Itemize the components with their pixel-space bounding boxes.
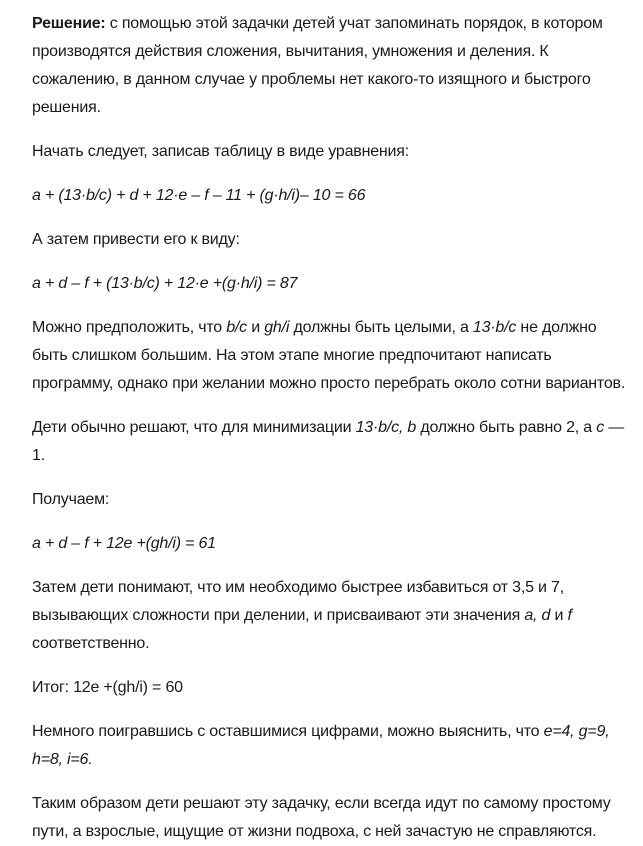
intro-paragraph: Начать следует, записав таблицу в виде уравнения:	[32, 143, 409, 160]
math-run: a, d	[524, 607, 551, 624]
math-run: f	[567, 607, 572, 624]
math-run: e=4, g=9, h=8, i=6.	[32, 723, 610, 768]
text-run: Можно предположить, что	[32, 319, 227, 336]
text-run: должно быть равно 2, а	[416, 419, 597, 436]
assign-paragraph	[32, 574, 629, 658]
equation-1	[32, 182, 629, 210]
conclusion-paragraph: Таким образом дети решают эту задачку, если всегда идут по самому простому пути, а взрослые, ищущие от жизни подвоха, с ней зачастую не справляются.	[32, 795, 611, 840]
solution-text: с помощью этой задачки детей учат запоминать порядок, в котором производятся действия сложения, вычитания, умножения и деления. К сожалению, в данном случае у проблемы нет какого-то изящного и быстрого решения.	[32, 15, 603, 116]
transform-paragraph: А затем привести его к виду:	[32, 231, 240, 248]
math-run: b/c	[226, 319, 247, 336]
text-run: не должно быть слишком большим. На этом этапе многие предпочитают написать программу, однако при желании можно просто перебрать около сотни вариантов.	[32, 319, 626, 392]
equation-2-text: a + d – f + (13·b/c) + 12·e +(g·h/i) = 87	[32, 275, 298, 292]
equation-3	[32, 530, 629, 558]
text-run: Немного поигравшись с оставшимися цифрами, можно выяснить, что	[32, 723, 544, 740]
result-label-paragraph: Получаем:	[32, 491, 110, 508]
math-run: c	[596, 419, 605, 436]
assumption-paragraph	[32, 314, 629, 398]
solution-label: Решение:	[32, 15, 106, 32]
equation-3-text: a + d – f + 12e +(gh/i) = 61	[32, 535, 216, 552]
text-run: и	[246, 319, 265, 336]
text-run: Дети обычно решают, что для минимизации	[32, 419, 356, 436]
text-run: Затем дети понимают, что им необходимо быстрее избавиться от 3,5 и 7, вызывающих сложности при делении, и присваивают эти значения	[32, 579, 564, 624]
text-run: соответственно.	[32, 635, 150, 652]
math-run: 13·b/c, b	[355, 419, 417, 436]
text-run: и	[550, 607, 568, 624]
math-run: gh/i	[264, 319, 290, 336]
math-run: 13·b/c	[472, 319, 517, 336]
minimize-paragraph	[32, 414, 629, 470]
text-run: — 1.	[32, 419, 625, 464]
equation-2	[32, 270, 629, 298]
total-paragraph: Итог: 12e +(gh/i) = 60	[32, 679, 183, 696]
equation-1-text: a + (13·b/c) + d + 12·e – f – 11 + (g·h/i)– 10 = 66	[32, 187, 366, 204]
text-run: должны быть целыми, а	[289, 319, 473, 336]
values-paragraph	[32, 718, 629, 774]
solution-paragraph	[32, 10, 629, 122]
